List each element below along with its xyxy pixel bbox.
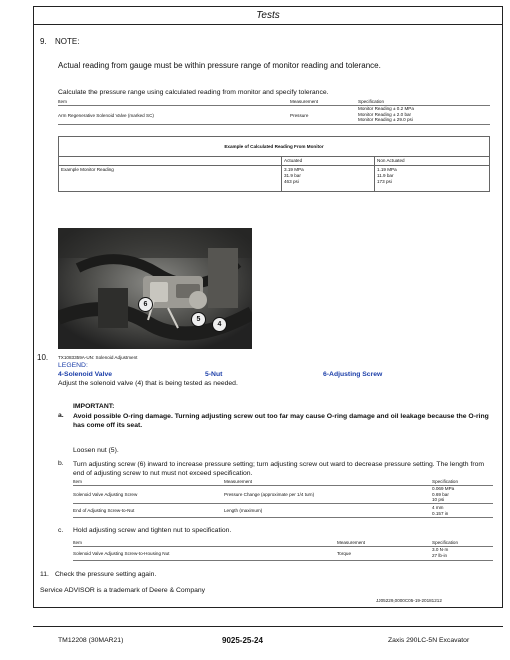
step-10-number: 10. — [37, 353, 49, 362]
solenoid-photo — [58, 228, 252, 349]
spec-table-rule — [58, 105, 490, 106]
substep-a-text: Avoid possible O-ring damage. Turning adjusting screw out too far may cause O-ring damage and oil leakage because the O-ring has come off its seat. — [73, 413, 489, 429]
spec-table-bottom-rule — [58, 124, 490, 125]
footer-manual-id: TM12208 (30MAR21) — [58, 637, 124, 644]
section-header: Tests — [256, 10, 280, 21]
substep-c-letter: c. — [58, 527, 64, 534]
important-label: IMPORTANT: — [73, 403, 115, 410]
b-row2-spec: 4 mm 0.157 in — [432, 505, 449, 516]
c-row-item: Solenoid Valve Adjusting Screw-to-Housing Nut — [73, 551, 170, 556]
legend-title: LEGEND: — [58, 362, 88, 369]
doc-reference: JJ05229,0000C05-19-20181212 — [376, 598, 442, 603]
footer-page-number: 9025-25-24 — [222, 636, 263, 645]
c-table-rule — [73, 546, 493, 547]
b-table-row-rule — [73, 503, 493, 504]
callout-6: 6 — [138, 297, 153, 312]
spec-values: Monitor Reading ± 0.2 MPa Monitor Reading ± 2.0 bar Monitor Reading ± 29.0 psi — [358, 106, 414, 123]
b-table-header-item: Item — [73, 479, 82, 484]
note-text: Actual reading from gauge must be within pressure range of monitor reading and tolerance. — [58, 61, 381, 70]
c-table-bottom-rule — [73, 560, 493, 561]
c-table-header-spec: Specification — [432, 540, 459, 545]
b-table-header-spec: Specification — [432, 479, 459, 484]
example-col-actuated: Actuated — [282, 157, 375, 166]
b-row1-item: Solenoid Valve Adjusting Screw — [73, 492, 138, 497]
c-table-header-item: Item — [73, 540, 82, 545]
step-10-text: Adjust the solenoid valve (4) that is being tested as needed. — [58, 380, 238, 387]
callout-5: 5 — [191, 312, 206, 327]
example-table — [58, 136, 490, 192]
callout-4: 4 — [212, 317, 227, 332]
substep-b-letter: b. — [58, 460, 64, 467]
calc-instruction: Calculate the pressure range using calculated reading from monitor and specify tolerance. — [58, 89, 329, 96]
note-label: NOTE: — [55, 37, 80, 46]
figure-caption: TX1083359A-UN: Solenoid Adjustment — [58, 355, 138, 360]
b-row2-item: End of Adjusting Screw-to-Nut — [73, 508, 135, 513]
example-row-label: Example Monitor Reading — [59, 166, 282, 192]
b-row1-spec: 0.069 MPa 0.69 bar 10 psi — [432, 486, 455, 503]
substep-c-text: Hold adjusting screw and tighten nut to specification. — [73, 527, 232, 534]
header-rule — [33, 24, 503, 25]
loosen-nut-text: Loosen nut (5). — [73, 447, 119, 454]
b-row1-measurement: Pressure Change (approximate per 1/4 turn) — [224, 492, 315, 497]
substep-a-letter: a. — [58, 412, 64, 419]
example-col-nonactuated: Non Actuated — [375, 157, 490, 166]
spec-header-item: Item — [58, 99, 67, 104]
example-actuated-values: 3.19 MPa 31.9 bar 463 psi — [282, 166, 375, 192]
b-table-rule — [73, 485, 493, 486]
legend-item-5: 5-Nut — [205, 371, 223, 378]
c-row-spec: 3.0 N·m 27 lb-in — [432, 547, 449, 558]
step-9-number: 9. — [40, 37, 47, 46]
spec-header-measurement: Measurement — [290, 99, 319, 104]
c-row-measurement: Torque — [337, 551, 352, 556]
b-row2-measurement: Length (maximum) — [224, 508, 263, 513]
step-11-number: 11. — [40, 571, 49, 578]
b-table-bottom-rule — [73, 517, 493, 518]
spec-measurement: Pressure — [290, 113, 309, 118]
footer-model: Zaxis 290LC-5N Excavator — [388, 637, 470, 644]
spec-item: Arm Regenerative Solenoid Valve (marked SC) — [58, 113, 154, 118]
step-11-text: Check the pressure setting again. — [55, 571, 157, 578]
legend-item-4: 4-Solenoid Valve — [58, 371, 113, 378]
example-nonactuated-values: 1.19 MPa 11.9 bar 173 psi — [375, 166, 490, 192]
b-table-header-measurement: Measurement — [224, 479, 253, 484]
substep-b-text: Turn adjusting screw (6) inward to increase pressure setting; turn adjusting screw out ward to decrease pressure setting. The length from end of adjusting screw to nut must not exceed specification. — [73, 461, 485, 477]
trademark-notice: Service ADVISOR is a trademark of Deere & Company — [40, 587, 206, 594]
footer-rule — [33, 626, 503, 627]
legend-item-6: 6-Adjusting Screw — [323, 371, 383, 378]
example-table-title: Example of Calculated Reading From Monitor — [59, 137, 490, 157]
spec-header-spec: Specification — [358, 99, 385, 104]
c-table-header-measurement: Measurement — [337, 540, 366, 545]
